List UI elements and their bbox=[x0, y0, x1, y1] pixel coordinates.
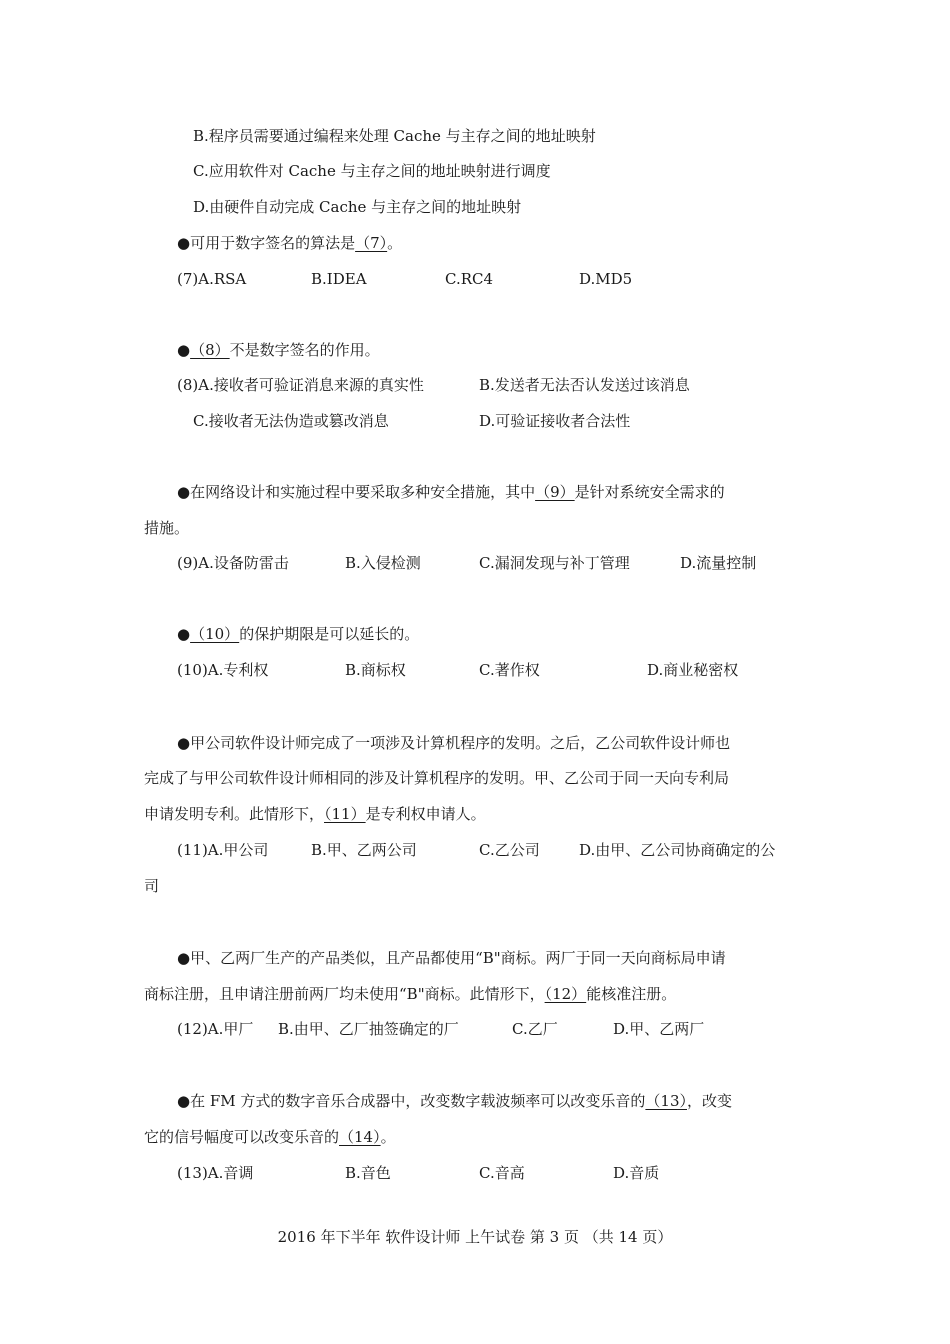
question-9 bbox=[177, 482, 725, 502]
question-11-line2: 完成了与甲公司软件设计师相同的涉及计算机程序的发明。甲、乙公司于同一天向专利局 bbox=[144, 769, 730, 787]
question-11-stem: 申请发明专利。此情形下， bbox=[144, 805, 325, 823]
question-11-blank: （11） bbox=[324, 805, 366, 823]
question-13-line1 bbox=[177, 1091, 732, 1111]
q7-option-c: C.RC4 bbox=[445, 270, 494, 288]
q13-option-d: D.音质 bbox=[613, 1164, 660, 1182]
question-9-blank: （9） bbox=[535, 483, 575, 501]
question-11-stem-end: 是专利权申请人。 bbox=[365, 805, 486, 823]
question-8-stem: 不是数字签名的作用。 bbox=[229, 341, 380, 359]
q6-option-d: D.由硬件自动完成 Cache 与主存之间的地址映射 bbox=[193, 198, 522, 216]
question-11-line3 bbox=[144, 804, 486, 824]
question-7-blank: （7） bbox=[355, 234, 388, 252]
question-13-stem: ●在 FM 方式的数字音乐合成器中，改变数字载波频率可以改变乐音的 bbox=[177, 1092, 646, 1110]
q9-option-a: (9)A.设备防雷击 bbox=[177, 554, 289, 572]
q12-option-d: D.甲、乙两厂 bbox=[613, 1020, 705, 1038]
question-13-line2 bbox=[144, 1127, 396, 1147]
q13-option-c: C.音高 bbox=[479, 1164, 525, 1182]
q11-option-d: D.由甲、乙公司协商确定的公 bbox=[579, 841, 776, 859]
q11-option-c: C.乙公司 bbox=[479, 841, 540, 859]
question-8-bullet: ● bbox=[177, 341, 191, 359]
q6-option-c: C.应用软件对 Cache 与主存之间的地址映射进行调度 bbox=[193, 162, 551, 180]
question-10-stem: 的保护期限是可以延长的。 bbox=[239, 625, 420, 643]
question-11-line1: ●甲公司软件设计师完成了一项涉及计算机程序的发明。之后，乙公司软件设计师也 bbox=[177, 734, 731, 752]
q8-option-d: D.可验证接收者合法性 bbox=[479, 412, 631, 430]
question-14-stem: 它的信号幅度可以改变乐音的 bbox=[144, 1128, 340, 1146]
question-10-bullet: ● bbox=[177, 625, 191, 643]
q11-option-a: (11)A.甲公司 bbox=[177, 841, 269, 859]
q12-option-a: (12)A.甲厂 bbox=[177, 1020, 254, 1038]
question-10-blank: （10） bbox=[190, 625, 240, 643]
question-12-line1: ●甲、乙两厂生产的产品类似，且产品都使用“B"商标。两厂于同一天向商标局申请 bbox=[177, 949, 726, 967]
question-8-blank: （8） bbox=[190, 341, 230, 359]
q12-option-b: B.由甲、乙厂抽签确定的厂 bbox=[278, 1020, 459, 1038]
q12-option-c: C.乙厂 bbox=[512, 1020, 558, 1038]
q6-option-b: B.程序员需要通过编程来处理 Cache 与主存之间的地址映射 bbox=[193, 127, 596, 145]
question-12-line2 bbox=[144, 984, 676, 1004]
q9-option-c: C.漏洞发现与补丁管理 bbox=[479, 554, 630, 572]
q7-option-a: (7)A.RSA bbox=[177, 270, 247, 288]
q10-option-c: C.著作权 bbox=[479, 661, 540, 679]
q8-option-c: C.接收者无法伪造或篡改消息 bbox=[193, 412, 389, 430]
question-9-stem: ●在网络设计和实施过程中要采取多种安全措施，其中 bbox=[177, 483, 536, 501]
question-12-stem-end: 能核准注册。 bbox=[586, 985, 677, 1003]
question-9-stem-end: 是针对系统安全需求的 bbox=[574, 483, 725, 501]
question-7-stem: ●可用于数字签名的算法是 bbox=[177, 234, 356, 252]
q10-option-d: D.商业秘密权 bbox=[647, 661, 739, 679]
question-14-stem-end: 。 bbox=[380, 1128, 396, 1146]
question-13-stem-mid: ，改变 bbox=[687, 1092, 733, 1110]
q9-option-b: B.入侵检测 bbox=[345, 554, 421, 572]
q13-option-a: (13)A.音调 bbox=[177, 1164, 254, 1182]
question-13-blank: （13） bbox=[645, 1092, 687, 1110]
q8-option-b: B.发送者无法否认发送过该消息 bbox=[479, 376, 690, 394]
q11-option-d-wrap: 司 bbox=[144, 877, 160, 895]
question-12-stem: 商标注册，且申请注册前两厂均未使用“B"商标。此情形下， bbox=[144, 985, 545, 1003]
q10-option-b: B.商标权 bbox=[345, 661, 406, 679]
q11-option-b: B.甲、乙两公司 bbox=[311, 841, 417, 859]
question-7-end: 。 bbox=[387, 234, 403, 252]
question-12-blank: （12） bbox=[544, 985, 587, 1003]
q13-option-b: B.音色 bbox=[345, 1164, 391, 1182]
question-14-blank: （14） bbox=[339, 1128, 381, 1146]
question-9-line2: 措施。 bbox=[144, 519, 190, 537]
q10-option-a: (10)A.专利权 bbox=[177, 661, 269, 679]
question-7 bbox=[177, 233, 402, 253]
question-8 bbox=[177, 340, 380, 360]
q7-option-b: B.IDEA bbox=[311, 270, 367, 288]
q9-option-d: D.流量控制 bbox=[680, 554, 757, 572]
q8-option-a: (8)A.接收者可验证消息来源的真实性 bbox=[177, 376, 424, 394]
q7-option-d: D.MD5 bbox=[579, 270, 633, 288]
question-10 bbox=[177, 624, 419, 644]
page-footer: 2016 年下半年 软件设计师 上午试卷 第 3 页 （共 14 页） bbox=[277, 1228, 673, 1246]
